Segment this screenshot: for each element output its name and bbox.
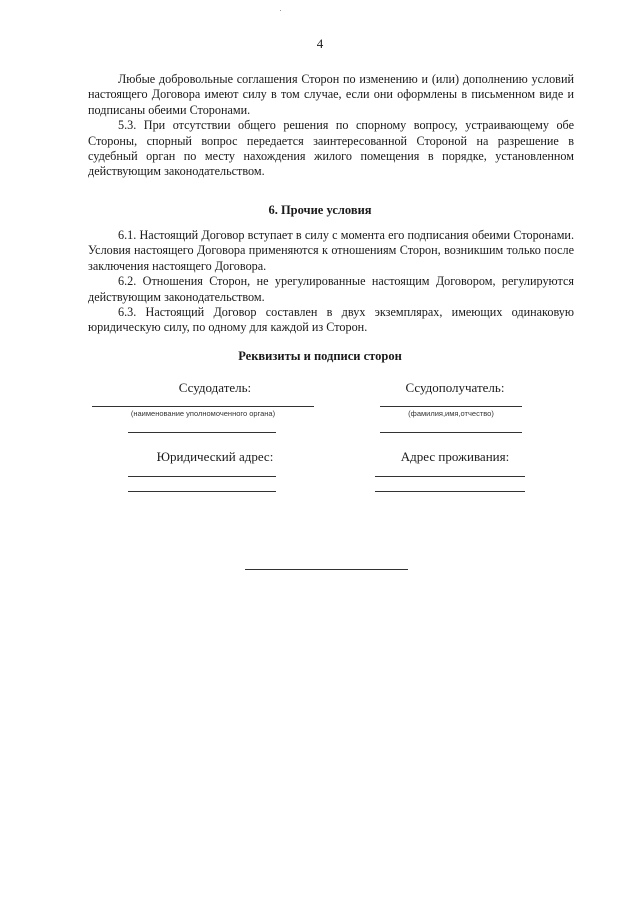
legal-address-line-1 [128,476,276,477]
requisites-heading: Реквизиты и подписи сторон [238,349,402,363]
borrower-line-2 [380,432,522,433]
section-5-paragraph-2: 5.3. При отсутствии общего решения по спорному вопросу, устраивающему обе Стороны, спорный вопрос передается заинтересованной Стороной на разрешение в судебный орган по месту нахождения жилого помещения в порядке, установленном действующим законодательством. [88,118,574,179]
borrower-caption: (фамилия,имя,отчество) [408,409,494,418]
section-6-paragraph-1: 6.1. Настоящий Договор вступает в силу с момента его подписания обеими Сторонами. Условия настоящего Договора применяются к отношениям Сторон, возникшим только после заключения настоящего Договора. [88,228,574,273]
residence-address-line-2 [375,491,525,492]
section-6-heading: 6. Прочие условия [268,203,372,217]
page-number: 4 [316,36,324,51]
lender-signature-line [92,406,314,407]
section-6-paragraph-2: 6.2. Отношения Сторон, не урегулированные настоящим Договором, регулируются действующим законодательством. [88,274,574,304]
borrower-label: Ссудополучатель: [405,380,505,395]
scan-dot [280,10,281,11]
section-6-paragraph-3: 6.3. Настоящий Договор составлен в двух экземплярах, имеющих одинаковую юридическую силу, по одному для каждой из Сторон. [88,305,574,335]
section-5-paragraph-1: Любые добровольные соглашения Сторон по изменению и (или) дополнению условий настоящего Договора имеют силу в том случае, если они оформлены в письменном виде и подписаны обеими Сторонами. [88,72,574,117]
legal-address-label: Юридический адрес: [156,449,274,464]
residence-address-line-1 [375,476,525,477]
legal-address-line-2 [128,491,276,492]
borrower-signature-line [380,406,522,407]
closing-rule [245,569,408,570]
lender-caption: (наименование уполномоченного органа) [130,409,276,418]
section-5-text [88,72,574,180]
lender-line-2 [128,432,276,433]
section-6-text [88,228,574,336]
residence-address-label: Адрес проживания: [400,449,510,464]
lender-label: Ссудодатель: [178,380,252,395]
